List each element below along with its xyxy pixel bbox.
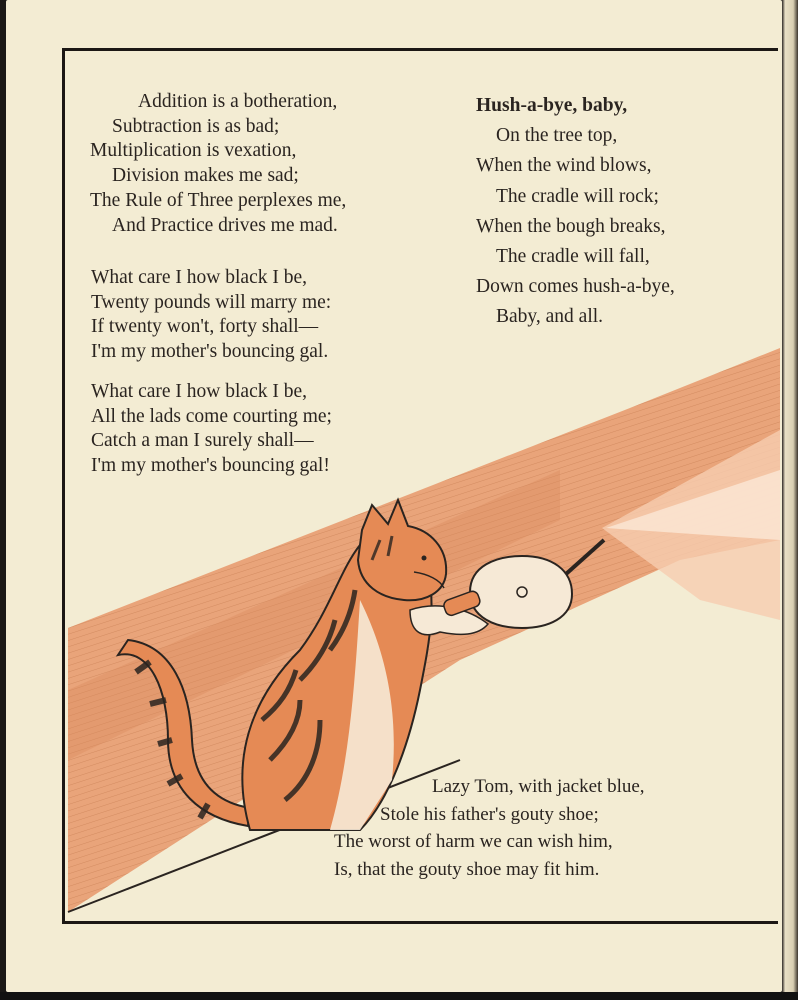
- poem-line: Division makes me sad;: [112, 165, 299, 187]
- poem-hush-a-bye: [476, 91, 675, 333]
- poem-black-verse-1: [91, 266, 331, 364]
- poem-line: Twenty pounds will marry me:: [91, 291, 332, 313]
- poem-line: When the wind blows,: [476, 155, 652, 177]
- poem-line: What care I how black I be,: [91, 267, 308, 288]
- poem-line: Baby, and all.: [496, 306, 604, 328]
- poem-line: Lazy Tom, with jacket blue,: [432, 776, 645, 797]
- poem-line: Addition is a botheration,: [138, 91, 338, 112]
- poem-line: The Rule of Three perplexes me,: [90, 189, 347, 211]
- poem-addition: [90, 90, 346, 238]
- poem-line: On the tree top,: [496, 125, 618, 147]
- poem-line: The worst of harm we can wish him,: [334, 831, 613, 852]
- poem-line: Stole his father's gouty shoe;: [380, 803, 599, 825]
- poem-line: Multiplication is vexation,: [90, 140, 297, 162]
- poem-line: When the bough breaks,: [476, 215, 666, 237]
- poem-line: And Practice drives me mad.: [112, 214, 338, 236]
- poem-black-verse-2: [91, 380, 332, 478]
- poem-line: Down comes hush-a-bye,: [476, 276, 675, 298]
- poem-line: Hush-a-bye, baby,: [476, 95, 628, 116]
- poem-line: The cradle will fall,: [496, 246, 650, 268]
- poem-line: The cradle will rock;: [496, 185, 659, 207]
- poem-line: Subtraction is as bad;: [112, 115, 280, 137]
- poem-lazy-tom: [334, 773, 645, 883]
- poem-line: If twenty won't, forty shall—: [91, 316, 319, 337]
- poem-line: I'm my mother's bouncing gal!: [91, 454, 330, 476]
- poem-line: I'm my mother's bouncing gal.: [91, 340, 329, 362]
- poem-line: Catch a man I surely shall—: [91, 430, 314, 451]
- poem-line: What care I how black I be,: [91, 381, 308, 402]
- poem-line: All the lads come courting me;: [91, 405, 332, 427]
- poem-line: Is, that the gouty shoe may fit him.: [334, 858, 600, 880]
